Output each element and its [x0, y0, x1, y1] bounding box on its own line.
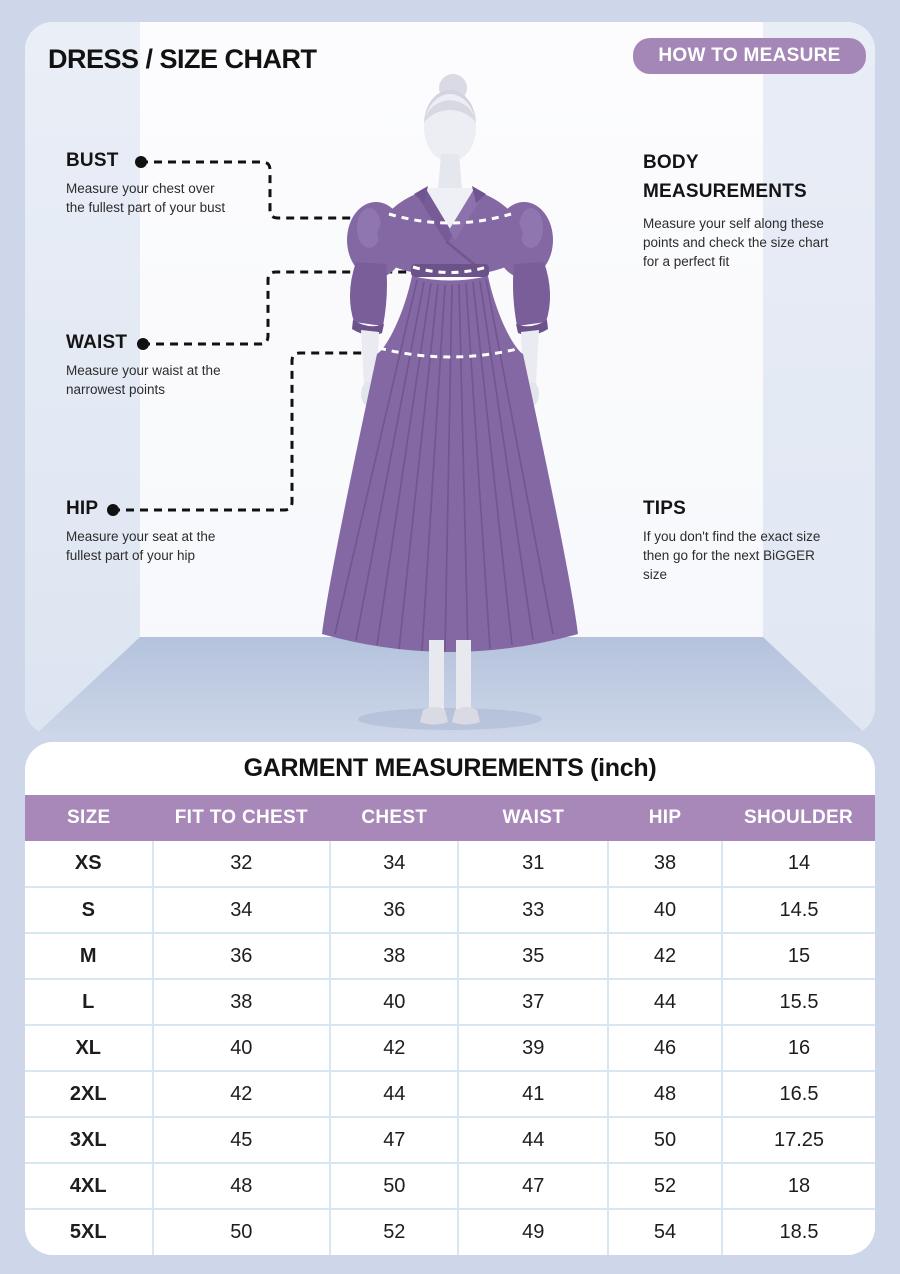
- tips-label: TIPS: [643, 498, 687, 519]
- floor-shadow: [358, 708, 542, 730]
- value-cell: 36: [153, 933, 331, 979]
- body-measurements-callout: [643, 148, 839, 271]
- bust-callout: [66, 150, 236, 217]
- value-cell: 40: [153, 1025, 331, 1071]
- size-cell: 4XL: [25, 1163, 153, 1209]
- value-cell: 54: [608, 1209, 722, 1255]
- table-row: [25, 1025, 875, 1071]
- waist-description: Measure your waist at the narrowest points: [66, 363, 221, 398]
- size-cell: XS: [25, 841, 153, 887]
- value-cell: 44: [608, 979, 722, 1025]
- waist-callout: [66, 332, 236, 399]
- table-row: [25, 1209, 875, 1255]
- column-header-shoulder: SHOULDER: [722, 795, 875, 841]
- tips-callout: [643, 498, 839, 584]
- value-cell: 46: [608, 1025, 722, 1071]
- table-row: [25, 979, 875, 1025]
- value-cell: 33: [458, 887, 608, 933]
- value-cell: 36: [330, 887, 458, 933]
- value-cell: 50: [153, 1209, 331, 1255]
- value-cell: 42: [608, 933, 722, 979]
- garment-measurements-card: [25, 742, 875, 1255]
- hip-callout: [66, 498, 236, 565]
- value-cell: 37: [458, 979, 608, 1025]
- column-header-size: SIZE: [25, 795, 153, 841]
- table-row: [25, 1071, 875, 1117]
- value-cell: 47: [458, 1163, 608, 1209]
- value-cell: 38: [153, 979, 331, 1025]
- value-cell: 34: [153, 887, 331, 933]
- value-cell: 40: [608, 887, 722, 933]
- value-cell: 38: [330, 933, 458, 979]
- size-table: [25, 795, 875, 1255]
- size-cell: M: [25, 933, 153, 979]
- value-cell: 39: [458, 1025, 608, 1071]
- value-cell: 41: [458, 1071, 608, 1117]
- dress: [322, 186, 578, 725]
- hip-label: HIP: [66, 498, 99, 519]
- table-row: [25, 933, 875, 979]
- value-cell: 15.5: [722, 979, 875, 1025]
- size-cell: S: [25, 887, 153, 933]
- column-header-waist: WAIST: [458, 795, 608, 841]
- value-cell: 32: [153, 841, 331, 887]
- value-cell: 16: [722, 1025, 875, 1071]
- value-cell: 14: [722, 841, 875, 887]
- value-cell: 52: [330, 1209, 458, 1255]
- size-table-header: [25, 795, 875, 841]
- value-cell: 44: [458, 1117, 608, 1163]
- value-cell: 44: [330, 1071, 458, 1117]
- value-cell: 34: [330, 841, 458, 887]
- value-cell: 18: [722, 1163, 875, 1209]
- waist-label: WAIST: [66, 332, 128, 353]
- table-row: [25, 841, 875, 887]
- value-cell: 42: [330, 1025, 458, 1071]
- value-cell: 16.5: [722, 1071, 875, 1117]
- value-cell: 38: [608, 841, 722, 887]
- how-to-measure-button[interactable]: HOW TO MEASURE: [633, 38, 866, 74]
- page-title: DRESS / SIZE CHART: [48, 44, 317, 74]
- size-cell: XL: [25, 1025, 153, 1071]
- bust-description: Measure your chest over the fullest part of your bust: [66, 181, 226, 216]
- size-table-body: [25, 841, 875, 1255]
- size-cell: 2XL: [25, 1071, 153, 1117]
- value-cell: 50: [330, 1163, 458, 1209]
- size-cell: 3XL: [25, 1117, 153, 1163]
- body-measurements-description: Measure your self along these points and check the size chart for a perfect fit: [643, 215, 829, 270]
- column-header-fit-to-chest: FIT TO CHEST: [153, 795, 331, 841]
- value-cell: 48: [608, 1071, 722, 1117]
- value-cell: 49: [458, 1209, 608, 1255]
- measure-diagram-card: [25, 22, 875, 735]
- value-cell: 40: [330, 979, 458, 1025]
- size-cell: 5XL: [25, 1209, 153, 1255]
- value-cell: 52: [608, 1163, 722, 1209]
- value-cell: 18.5: [722, 1209, 875, 1255]
- table-title: GARMENT MEASUREMENTS (inch): [243, 754, 657, 782]
- tips-description: If you don't find the exact size then go for the next BiGGER size: [643, 529, 821, 583]
- value-cell: 31: [458, 841, 608, 887]
- value-cell: 45: [153, 1117, 331, 1163]
- table-row: [25, 1163, 875, 1209]
- size-cell: L: [25, 979, 153, 1025]
- value-cell: 15: [722, 933, 875, 979]
- value-cell: 50: [608, 1117, 722, 1163]
- value-cell: 14.5: [722, 887, 875, 933]
- hip-description: Measure your seat at the fullest part of your hip: [66, 529, 216, 564]
- value-cell: 17.25: [722, 1117, 875, 1163]
- body-measurements-label: BODY MEASUREMENTS: [643, 152, 807, 203]
- column-header-hip: HIP: [608, 795, 722, 841]
- header-row: [25, 795, 875, 841]
- value-cell: 35: [458, 933, 608, 979]
- bust-label: BUST: [66, 150, 119, 171]
- table-row: [25, 1117, 875, 1163]
- value-cell: 48: [153, 1163, 331, 1209]
- table-row: [25, 887, 875, 933]
- column-header-chest: CHEST: [330, 795, 458, 841]
- value-cell: 47: [330, 1117, 458, 1163]
- value-cell: 42: [153, 1071, 331, 1117]
